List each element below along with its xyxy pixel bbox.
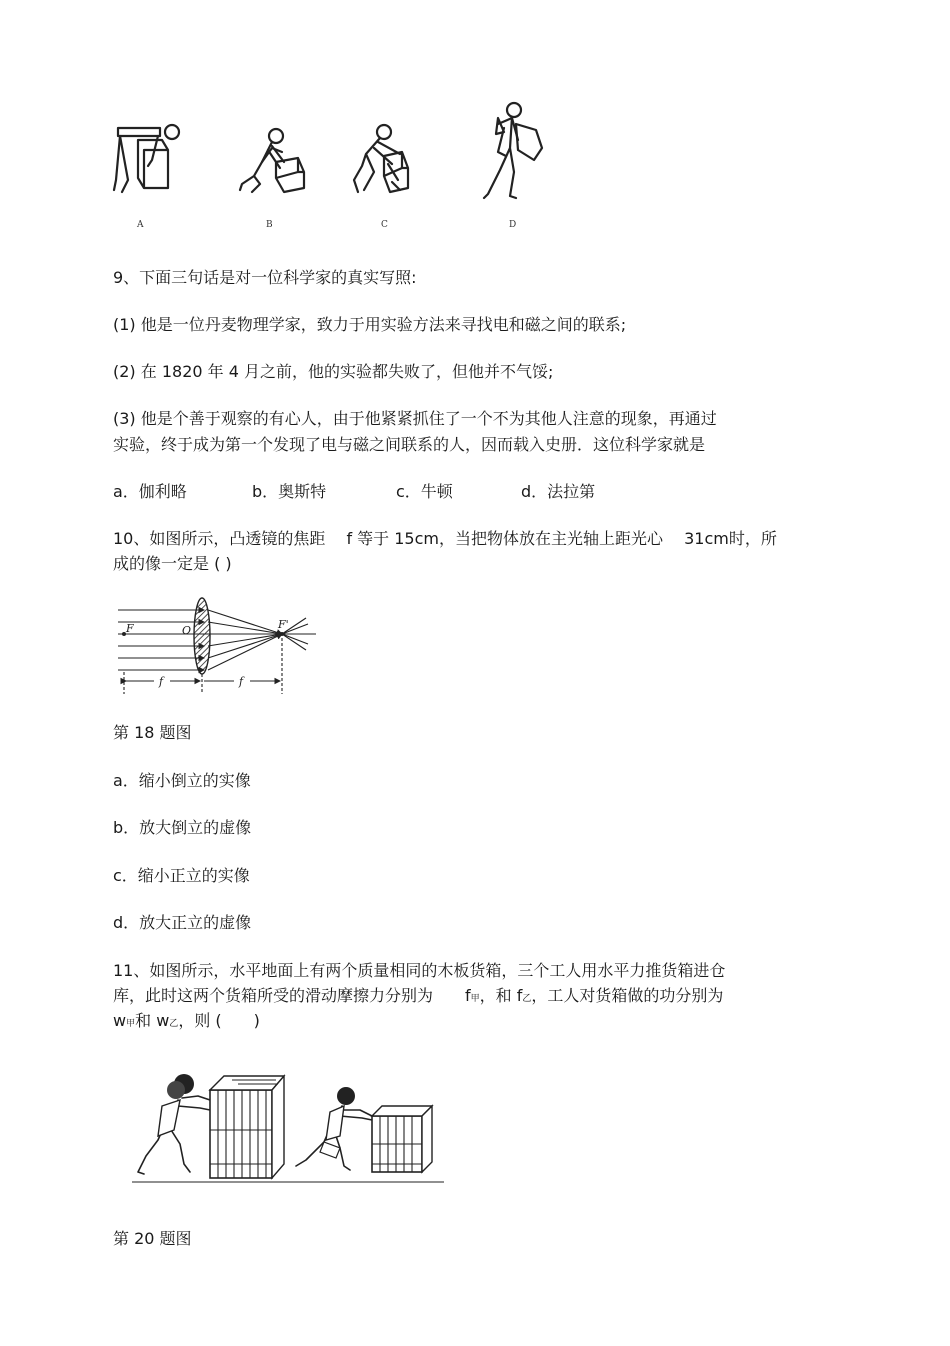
q11-stem-3-part-2: 和 w xyxy=(135,1011,170,1030)
q11-stem-2-part-3: ，工人对货箱做的功分别为 xyxy=(531,986,724,1005)
lens-label-focal-1: f xyxy=(159,675,164,688)
convex-lens-diagram xyxy=(112,596,322,698)
q11-stem-2-part-1: 库，此时这两个货箱所受的滑动摩擦力分别为 f xyxy=(113,986,471,1005)
stick-figure-c xyxy=(344,120,424,202)
q10-stem-line-2: 成的像一定是 ( ) xyxy=(113,554,232,573)
q9-option-d: d．法拉第 xyxy=(521,482,596,501)
figure-label-b: B xyxy=(266,220,273,230)
q10-option-c: c．缩小正立的实像 xyxy=(113,866,250,885)
lens-label-o: O xyxy=(182,624,192,637)
q11-stem-2-sub-2: 乙 xyxy=(522,994,532,1004)
q9-option-b: b．奥斯特 xyxy=(252,482,327,501)
workers-pushing-crates-figure xyxy=(128,1060,448,1190)
q11-stem-3-sub-2: 乙 xyxy=(169,1019,179,1029)
q9-option-a: a．伽利略 xyxy=(113,482,187,501)
q9-stem: 9、下面三句话是对一位科学家的真实写照: xyxy=(113,268,417,287)
q9-statement-3b: 实验，终于成为第一个发现了电与磁之间联系的人，因而载入史册．这位科学家就是 xyxy=(113,435,706,454)
q11-stem-3-part-1: w xyxy=(113,1011,127,1030)
q11-stem-2-sub-1: 甲 xyxy=(470,994,480,1004)
stick-figure-d xyxy=(476,100,556,204)
q10-stem-line-1: 10、如图所示，凸透镜的焦距 f 等于 15cm，当把物体放在主光轴上距光心 31cm时，所 xyxy=(113,529,777,548)
lens-label-f-point: F xyxy=(126,622,134,635)
q10-option-d: d．放大正立的虚像 xyxy=(113,913,252,932)
lens-label-focal-2: f xyxy=(239,675,244,688)
q11-stem-3-part-3: ，则 ( ) xyxy=(178,1011,260,1030)
q9-statement-2: (2) 在 1820 年 4 月之前，他的实验都失败了，但他并不气馁; xyxy=(113,362,554,381)
q11-stem-3-sub-1: 甲 xyxy=(126,1019,136,1029)
stick-figure-b xyxy=(232,122,312,202)
q10-option-a: a．缩小倒立的实像 xyxy=(113,771,251,790)
q9-option-c: c．牛顿 xyxy=(396,482,453,501)
q9-statement-3a: (3) 他是个善于观察的有心人，由于他紧紧抓住了一个不为其他人注意的现象，再通过 xyxy=(113,409,717,428)
figure-label-a: A xyxy=(137,220,144,230)
q11-stem-line-2 xyxy=(113,986,723,1009)
figure-label-c: C xyxy=(381,220,388,230)
q11-stem-2-part-2: ，和 f xyxy=(479,986,523,1005)
q10-figure-caption: 第 18 题图 xyxy=(113,723,192,742)
q11-stem-line-1: 11、如图所示，水平地面上有两个质量相同的木板货箱，三个工人用水平力推货箱进仓 xyxy=(113,961,726,980)
q11-stem-line-3 xyxy=(113,1011,260,1034)
q9-statement-1: (1) 他是一位丹麦物理学家，致力于用实验方法来寻找电和磁之间的联系; xyxy=(113,315,627,334)
stick-figure-a xyxy=(108,120,198,200)
q10-option-b: b．放大倒立的虚像 xyxy=(113,818,252,837)
q11-figure-caption: 第 20 题图 xyxy=(113,1229,192,1248)
lens-label-f-prime: F' xyxy=(278,618,289,631)
figure-label-d: D xyxy=(509,220,517,230)
